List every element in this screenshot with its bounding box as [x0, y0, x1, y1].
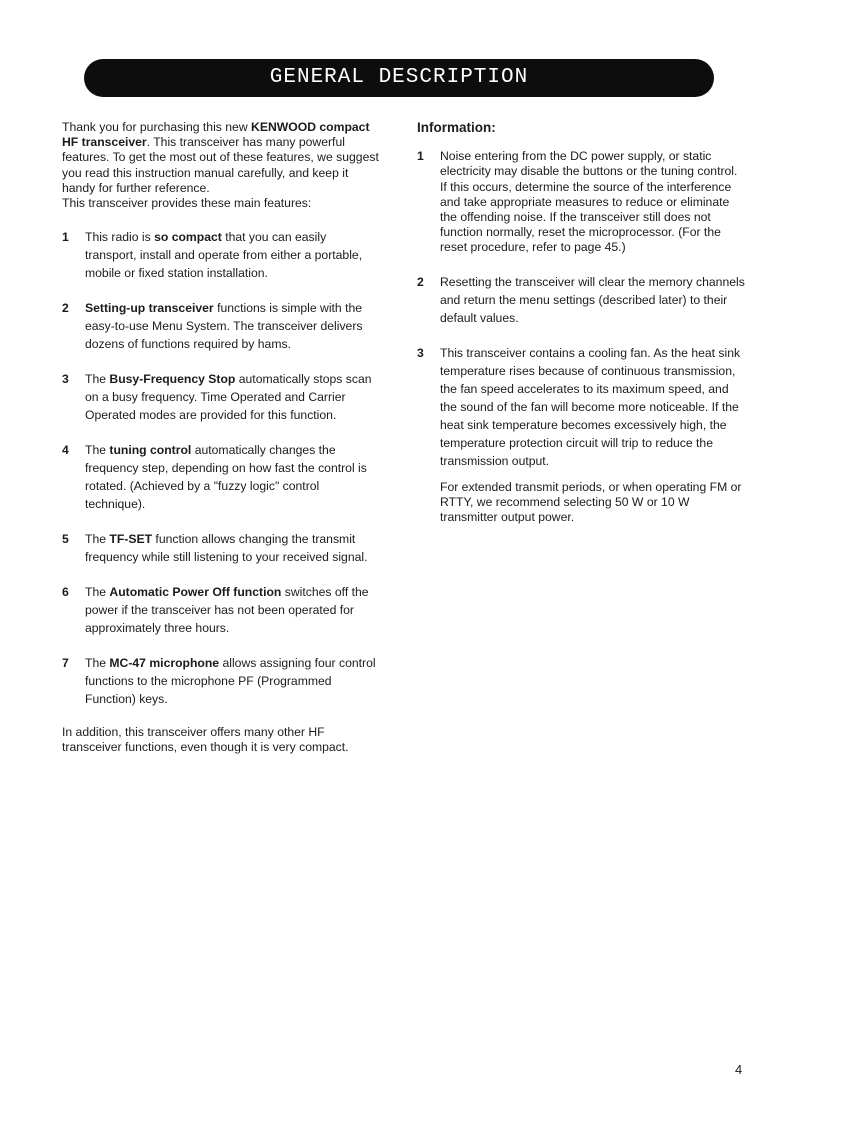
right-column	[417, 120, 747, 525]
closing-paragraph: In addition, this transceiver offers many other HF transceiver functions, even though it is very compact.	[62, 725, 349, 755]
feature-number: 7	[62, 656, 69, 671]
feature-item: 3 The Busy-Frequency Stop automatically stops scan on a busy frequency. Time Operated and Carrier Operated modes are provided for this function.	[62, 372, 372, 423]
section-title: GENERAL DESCRIPTION	[269, 66, 529, 89]
information-item: 2 Resetting the transceiver will clear the memory channels and return the menu settings (described later) to their default values.	[417, 274, 745, 325]
intro-paragraph: Thank you for purchasing this new KENWOOD compact HF transceiver. This transceiver has many powerful features. To get the most out of these features, we suggest you read this instruction manual carefully, and keep it handy for further reference. This transceiver provides these main features:	[62, 120, 379, 211]
information-item: 3 This transceiver contains a cooling fan. As the heat sink temperature rises because of continuous transmission, the fan speed accelerates to its maximum speed, and the sound of the fan will become more noticeable. If the heat sink temperature becomes excessively high, the temperature protection circuit will trip to reduce the transmission output.	[417, 345, 741, 468]
left-column	[62, 120, 380, 756]
feature-number: 4	[62, 443, 69, 458]
feature-item: 4 The tuning control automatically changes the frequency step, depending on how fast the control is rotated. (Achieved by a "fuzzy logic" control technique).	[62, 443, 367, 512]
page-number: 4	[735, 1062, 743, 1077]
information-note: For extended transmit periods, or when operating FM or RTTY, we recommend selecting 50 W or 10 W transmitter output power.	[440, 479, 742, 525]
feature-item: 2 Setting-up transceiver functions is simple with the easy-to-use Menu System. The transceiver delivers dozens of functions required by hams.	[62, 301, 363, 352]
information-number: 3	[417, 345, 424, 360]
feature-number: 3	[62, 372, 69, 387]
information-number: 2	[417, 274, 424, 289]
brand-name: KENWOOD compact HF transceiver	[62, 120, 370, 150]
feature-item: 6 The Automatic Power Off function switches off the power if the transceiver has not been operated for approximately three hours.	[62, 585, 369, 636]
section-banner	[84, 59, 714, 97]
information-heading: Information:	[417, 120, 496, 135]
feature-number: 6	[62, 585, 69, 600]
feature-number: 5	[62, 532, 69, 547]
feature-item: 5 The TF-SET function allows changing the transmit frequency while still listening to your received signal.	[62, 532, 368, 565]
feature-number: 1	[62, 230, 69, 245]
feature-item: 7 The MC-47 microphone allows assigning four control functions to the microphone PF (Programmed Function) keys.	[62, 656, 376, 707]
information-number: 1	[417, 149, 424, 164]
feature-number: 2	[62, 301, 69, 316]
information-item: 1 Noise entering from the DC power supply, or static electricity may disable the buttons or the tuning control. If this occurs, determine the source of the interference and take appropriate measures to reduce or eliminate the offending noise. If the transceiver still does not function normally, reset the microprocessor. (For the reset procedure, refer to page 45.)	[417, 149, 738, 255]
feature-item: 1 This radio is so compact that you can easily transport, install and operate from either a portable, mobile or fixed station installation.	[62, 230, 363, 281]
